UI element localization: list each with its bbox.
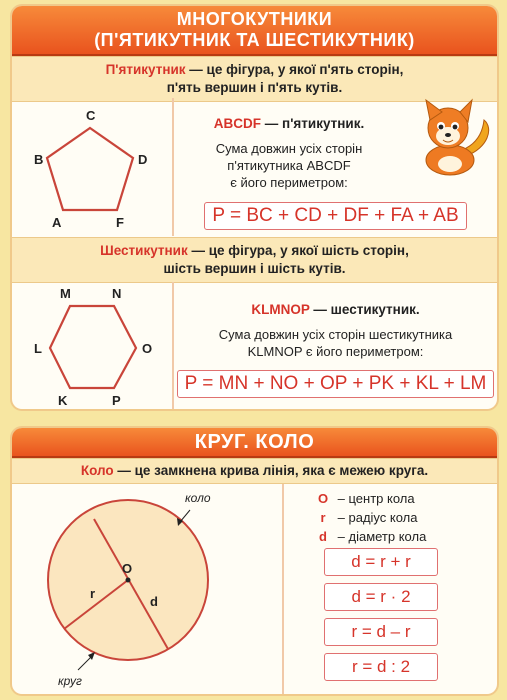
hexagon-definition-line2: шість вершин і шість кутів. [163, 261, 346, 276]
legend-center-symbol: O [317, 491, 329, 506]
formula-radius-difference: r = d – r [324, 618, 438, 646]
hexagon-desc-line2: KLMNOP є його периметром: [247, 344, 424, 359]
legend-radius-text: радіус кола [348, 510, 418, 525]
circle-legend-cell [284, 484, 497, 694]
legend-radius [312, 508, 426, 527]
legend-center-dash: – [337, 491, 345, 506]
hexagon-text-cell [174, 282, 497, 409]
circle-figure-cell [12, 484, 284, 694]
legend-center [312, 489, 426, 508]
center-label: O [122, 561, 133, 576]
vertex-l-label: L [34, 341, 42, 356]
circle-diagram [12, 484, 282, 694]
center-point [126, 578, 131, 583]
circle-title: КРУГ. КОЛО [12, 428, 497, 458]
vertex-o-label: O [142, 341, 153, 356]
hexagon-perimeter-formula: P = MN + NO + OP + PK + KL + LM [177, 370, 495, 398]
legend-diameter-text: діаметр кола [348, 529, 427, 544]
pentagon-figure-cell [12, 98, 174, 236]
pentagon-desc-line3: є його периметром: [230, 175, 348, 190]
legend-diameter [312, 527, 426, 546]
circle-term: Коло [80, 463, 114, 478]
hexagon-definition-line1: — це фігура, у якої шість сторін, [187, 243, 409, 258]
pentagon-definition-line1: — це фігура, у якої п'ять сторін, [185, 62, 404, 77]
hexagon-code: KLMNOP [251, 302, 310, 317]
hexagon-desc-line1: Сума довжин усіх сторін шестикутника [218, 327, 453, 342]
pentagon-shape [47, 128, 133, 210]
pentagon-name-rest: — п'ятикутник. [261, 116, 365, 131]
hexagon-formula-wrap [174, 370, 497, 398]
kruh-arrow [78, 656, 92, 670]
vertex-m-label: M [60, 286, 71, 301]
polygons-title-line2: (П'ЯТИКУТНИК ТА ШЕСТИКУТНИК) [94, 30, 415, 50]
vertex-a-label: A [52, 215, 62, 230]
legend-center-text: центр кола [348, 491, 415, 506]
fox-illustration [410, 98, 494, 178]
formula-diameter-product: d = r · 2 [324, 583, 438, 611]
pentagon-description [174, 140, 404, 191]
hexagon-diagram [12, 282, 172, 409]
pentagon-definition [12, 56, 497, 102]
polygons-card [12, 6, 497, 409]
hexagon-definition [12, 237, 497, 283]
pentagon-row [12, 98, 497, 236]
polygons-title-line1: МНОГОКУТНИКИ [176, 9, 333, 29]
vertex-d-label: D [138, 152, 148, 167]
hexagon-term: Шестикутник [100, 243, 188, 258]
circle-card [12, 428, 497, 694]
hexagon-description [174, 326, 497, 360]
vertex-f-label: F [116, 215, 124, 230]
pentagon-name [174, 116, 404, 131]
formula-radius-quotient: r = d : 2 [324, 653, 438, 681]
vertex-n-label: N [112, 286, 122, 301]
hexagon-shape [50, 306, 136, 388]
legend-diameter-symbol: d [319, 529, 327, 544]
vertex-k-label: K [58, 393, 68, 408]
diameter-label: d [150, 594, 158, 609]
kolo-label: коло [185, 491, 211, 505]
pentagon-desc-line1: Сума довжин усіх сторін [215, 141, 363, 156]
legend-radius-symbol: r [320, 510, 326, 525]
pentagon-diagram [12, 98, 172, 236]
vertex-b-label: B [34, 152, 44, 167]
pentagon-text-cell [174, 98, 497, 236]
circle-definition [12, 458, 497, 484]
formula-diameter-sum: d = r + r [324, 548, 438, 576]
pentagon-definition-line2: п'ять вершин і п'ять кутів. [166, 80, 343, 95]
hexagon-name-rest: — шестикутник. [309, 302, 420, 317]
pentagon-code: ABCDF [213, 116, 262, 131]
hexagon-figure-cell [12, 282, 174, 409]
pentagon-perimeter-formula: P = BC + CD + DF + FA + AB [204, 202, 466, 230]
hexagon-row [12, 282, 497, 409]
pentagon-term: П'ятикутник [105, 62, 186, 77]
pentagon-formula-wrap [174, 202, 497, 230]
kruh-label: круг [58, 674, 82, 688]
hexagon-name [174, 302, 497, 317]
circle-definition-text: — це замкнена крива лінія, яка є межею круга. [113, 463, 429, 478]
legend-radius-dash: – [337, 510, 345, 525]
pentagon-desc-line2: п'ятикутника ABCDF [227, 158, 351, 173]
kolo-arrow [180, 510, 190, 522]
circle-row [12, 484, 497, 694]
circle-legend [312, 489, 426, 546]
vertex-c-label: C [86, 108, 96, 123]
vertex-p-label: P [112, 393, 121, 408]
legend-diameter-dash: – [337, 529, 345, 544]
radius-label: r [90, 586, 96, 601]
polygons-title [12, 6, 497, 56]
